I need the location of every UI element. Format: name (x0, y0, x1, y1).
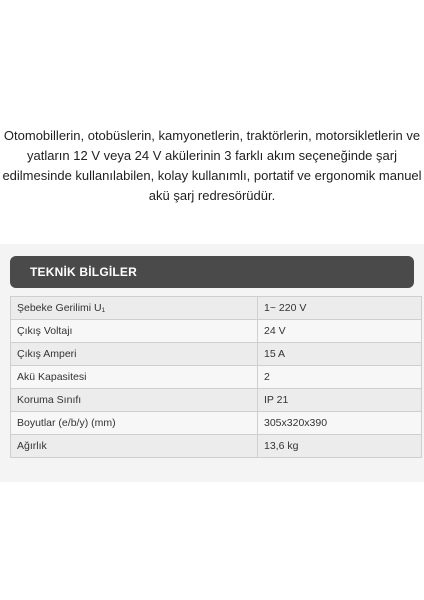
spec-value: 24 V (258, 320, 422, 343)
description-line: Otomobillerin, otobüslerin, kamyonetlerin, traktörlerin, motorsikletlerin ve (3, 128, 421, 143)
table-row (11, 366, 422, 389)
spec-value: 1~ 220 V (258, 297, 422, 320)
spec-label: Ağırlık (11, 435, 258, 458)
spec-label: Şebeke Gerilimi U₁ (11, 297, 258, 320)
table-row (11, 389, 422, 412)
description-line: akü şarj redresörüdür. (148, 188, 276, 203)
spec-label: Koruma Sınıfı (11, 389, 258, 412)
spec-value: 13,6 kg (258, 435, 422, 458)
description-line: edilmesinde kullanılabilen, kolay kullanımlı, portatif ve ergonomik manuel (2, 168, 422, 183)
description-line: yatların 12 V veya 24 V akülerinin 3 farklı akım seçeneğinde şarj (27, 148, 397, 163)
spec-label: Çıkış Amperi (11, 343, 258, 366)
spec-label: Akü Kapasitesi (11, 366, 258, 389)
table-row (11, 320, 422, 343)
specs-title: TEKNİK BİLGİLER (30, 265, 137, 279)
spec-label: Çıkış Voltajı (11, 320, 258, 343)
table-row (11, 435, 422, 458)
spec-label: Boyutlar (e/b/y) (mm) (11, 412, 258, 435)
spec-value: 2 (258, 366, 422, 389)
spec-value: 305x320x390 (258, 412, 422, 435)
spec-value: IP 21 (258, 389, 422, 412)
table-row (11, 412, 422, 435)
table-row (11, 297, 422, 320)
spec-value: 15 A (258, 343, 422, 366)
technical-specs-panel (0, 244, 424, 482)
table-row (11, 343, 422, 366)
specs-header (10, 256, 414, 288)
product-description (0, 126, 424, 206)
specs-table (10, 296, 422, 458)
